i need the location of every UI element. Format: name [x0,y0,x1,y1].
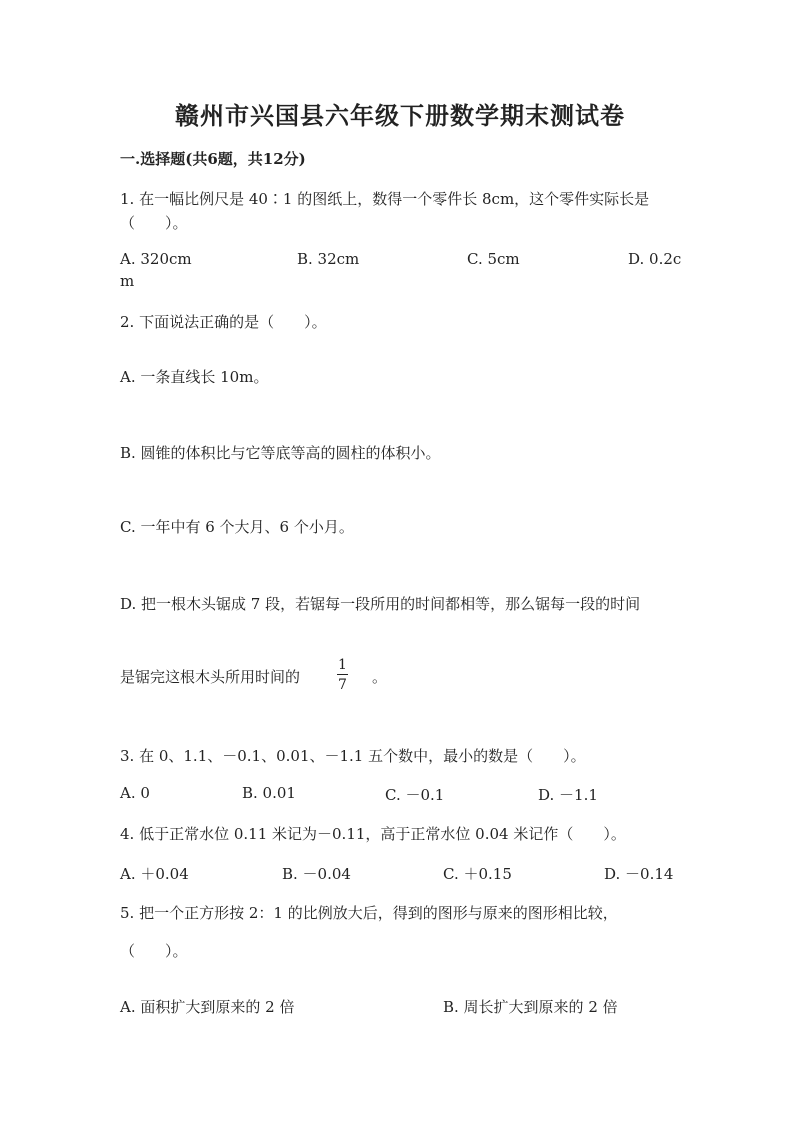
question-1-option-d-wrap: m [120,272,135,290]
question-2-text: 2. 下面说法正确的是（ ）。 [120,313,327,331]
question-4-option-d[interactable]: D. －0.14 [604,865,674,883]
fraction-denominator: 7 [338,677,347,693]
question-5-option-b[interactable]: B. 周长扩大到原来的 2 倍 [443,998,618,1016]
section-heading: 一.选择题(共6题，共12分) [120,150,306,168]
question-4-option-c[interactable]: C. ＋0.15 [443,865,512,883]
question-1-option-b[interactable]: B. 32cm [297,250,360,268]
question-3-option-c[interactable]: C. －0.1 [385,786,445,804]
question-5-text-line2: （ ）。 [120,942,188,960]
question-1-option-d[interactable]: D. 0.2c [628,250,682,268]
question-2-option-d-end: 。 [372,668,388,686]
question-3-text: 3. 在 0、1.1、－0.1、0.01、－1.1 五个数中，最小的数是（ ）。 [120,747,586,765]
page-title: 赣州市兴国县六年级下册数学期末测试卷 [175,101,625,130]
question-2-option-d-line1[interactable]: D. 把一根木头锯成 7 段，若锯每一段所用的时间都相等，那么锯每一段的时间 [120,595,641,613]
question-4-text: 4. 低于正常水位 0.11 米记为－0.11，高于正常水位 0.04 米记作（ ）。 [120,825,626,843]
question-3-option-b[interactable]: B. 0.01 [242,784,296,802]
question-2-option-b[interactable]: B. 圆锥的体积比与它等底等高的圆柱的体积小。 [120,444,441,462]
question-1-option-c[interactable]: C. 5cm [467,250,520,268]
question-3-option-d[interactable]: D. －1.1 [538,786,598,804]
question-1-text-line1: 1. 在一幅比例尺是 40∶1 的图纸上，数得一个零件长 8cm，这个零件实际长是 [120,190,650,208]
question-1-text-line2: （ ）。 [120,214,188,232]
question-3-option-a[interactable]: A. 0 [120,784,150,802]
question-2-option-d-line2: 是锯完这根木头所用时间的 [120,668,301,686]
question-4-option-b[interactable]: B. －0.04 [282,865,351,883]
question-2-option-c[interactable]: C. 一年中有 6 个大月、6 个小月。 [120,518,354,536]
question-5-text-line1: 5. 把一个正方形按 2：1 的比例放大后，得到的图形与原来的图形相比较， [120,904,618,922]
question-1-option-a[interactable]: A. 320cm [120,250,192,268]
question-4-option-a[interactable]: A. ＋0.04 [120,865,189,883]
question-5-option-a[interactable]: A. 面积扩大到原来的 2 倍 [120,998,295,1016]
fraction [336,658,349,692]
question-2-option-a[interactable]: A. 一条直线长 10m。 [120,368,269,386]
fraction-numerator: 1 [338,657,347,673]
